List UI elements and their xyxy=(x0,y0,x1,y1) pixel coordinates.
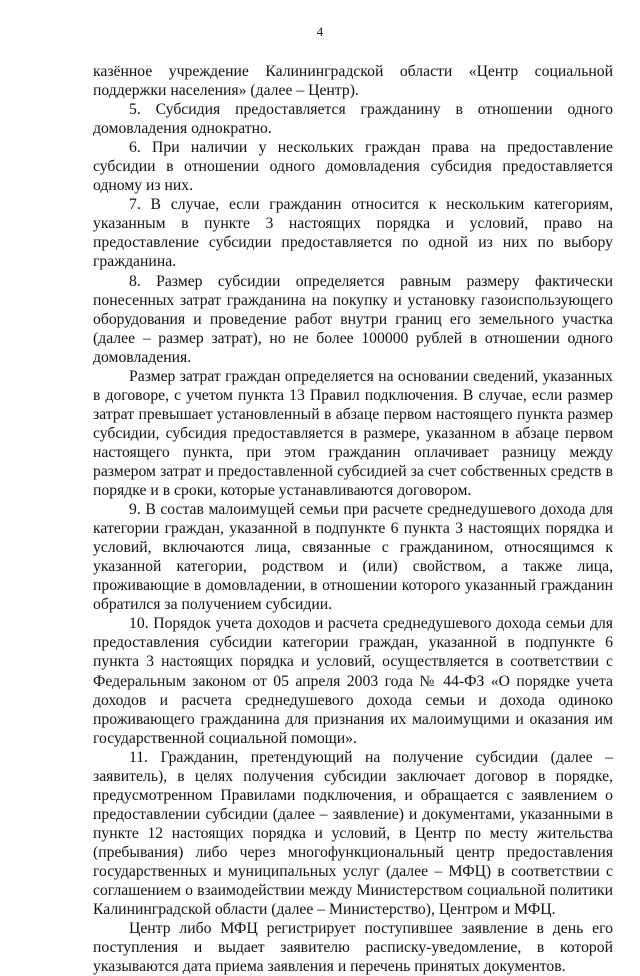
paragraph-item-5: 5. Субсидия предоставляется гражданину в отношении одного домовладения однократно. xyxy=(93,101,613,138)
paragraph-center-definition: казённое учреждение Калининградской области «Центр социальной поддержки населения» (далее – Центр). xyxy=(93,63,613,100)
document-body xyxy=(93,62,613,976)
paragraph-item-8: 8. Размер субсидии определяется равным размеру фактически понесенных затрат гражданина на покупку и установку газоиспользующего оборудования и проведение работ внутри границ его земельного участка (далее – размер затрат), но не более 100000 рублей в отношении одного домовладения. xyxy=(93,272,613,366)
paragraph-item-10: 10. Порядок учета доходов и расчета среднедушевого дохода семьи для предоставления субсидии категории граждан, указанной в подпункте 6 пункта 3 настоящих порядка и условий, осуществляется в соответствии с Федеральным законом от 05 апреля 2003 года № 44-ФЗ «О порядке учета доходов и расчета среднедушевого дохода семьи и дохода одиноко проживающего гражданина для признания их малоимущими и оказания им государственной социальной помощи». xyxy=(93,615,613,747)
paragraph-item-6: 6. При наличии у нескольких граждан права на предоставление субсидии в отношении одного домовладения субсидия предоставляется одному из них. xyxy=(93,139,613,195)
paragraph-item-8-cost: Размер затрат граждан определяется на основании сведений, указанных в договоре, с учетом пункта 13 Правил подключения. В случае, если размер затрат превышает установленный в абзаце первом настоящего пункта размер субсидии, субсидия предоставляется в размере, указанном в абзаце первом настоящего пункта, при этом гражданин оплачивает разницу между размером затрат и предоставленной субсидией за счет собственных средств в порядке и в сроки, которые устанавливаются договором. xyxy=(93,367,613,500)
paragraph-item-11-registration: Центр либо МФЦ регистрирует поступившее заявление в день его поступления и выдает заявителю расписку-уведомление, в которой указываются дата приема заявления и перечень принятых документов. xyxy=(93,920,613,976)
paragraph-item-9: 9. В состав малоимущей семьи при расчете среднедушевого дохода для категории граждан, указанной в подпункте 6 пункта 3 настоящих порядка и условий, включаются лица, связанные с гражданином, относящимся к указанной категории, родством и (или) свойством, а также лица, проживающие в домовладении, в отношении которого указанный гражданин обратился за получением субсидии. xyxy=(93,501,613,614)
paragraph-item-11: 11. Гражданин, претендующий на получение субсидии (далее – заявитель), в целях получения субсидии заключает договор в порядке, предусмотренном Правилами подключения, и обращается с заявлением о предоставлении субсидии (далее – заявление) и документами, указанными в пункте 12 настоящих порядка и условий, в Центр по месту жительства (пребывания) либо через многофункциональный центр предоставления государственных и муниципальных услуг (далее – МФЦ) в соответствии с соглашением о взаимодействии между Министерством социальной политики Калининградской области (далее – Министерство), Центром и МФЦ. xyxy=(93,748,613,919)
page-number: 4 xyxy=(316,24,324,39)
paragraph-item-7: 7. В случае, если гражданин относится к нескольким категориям, указанным в пункте 3 настоящих порядка и условий, право на предоставление субсидии предоставляется по одной из них по выбору гражданина. xyxy=(93,196,613,271)
